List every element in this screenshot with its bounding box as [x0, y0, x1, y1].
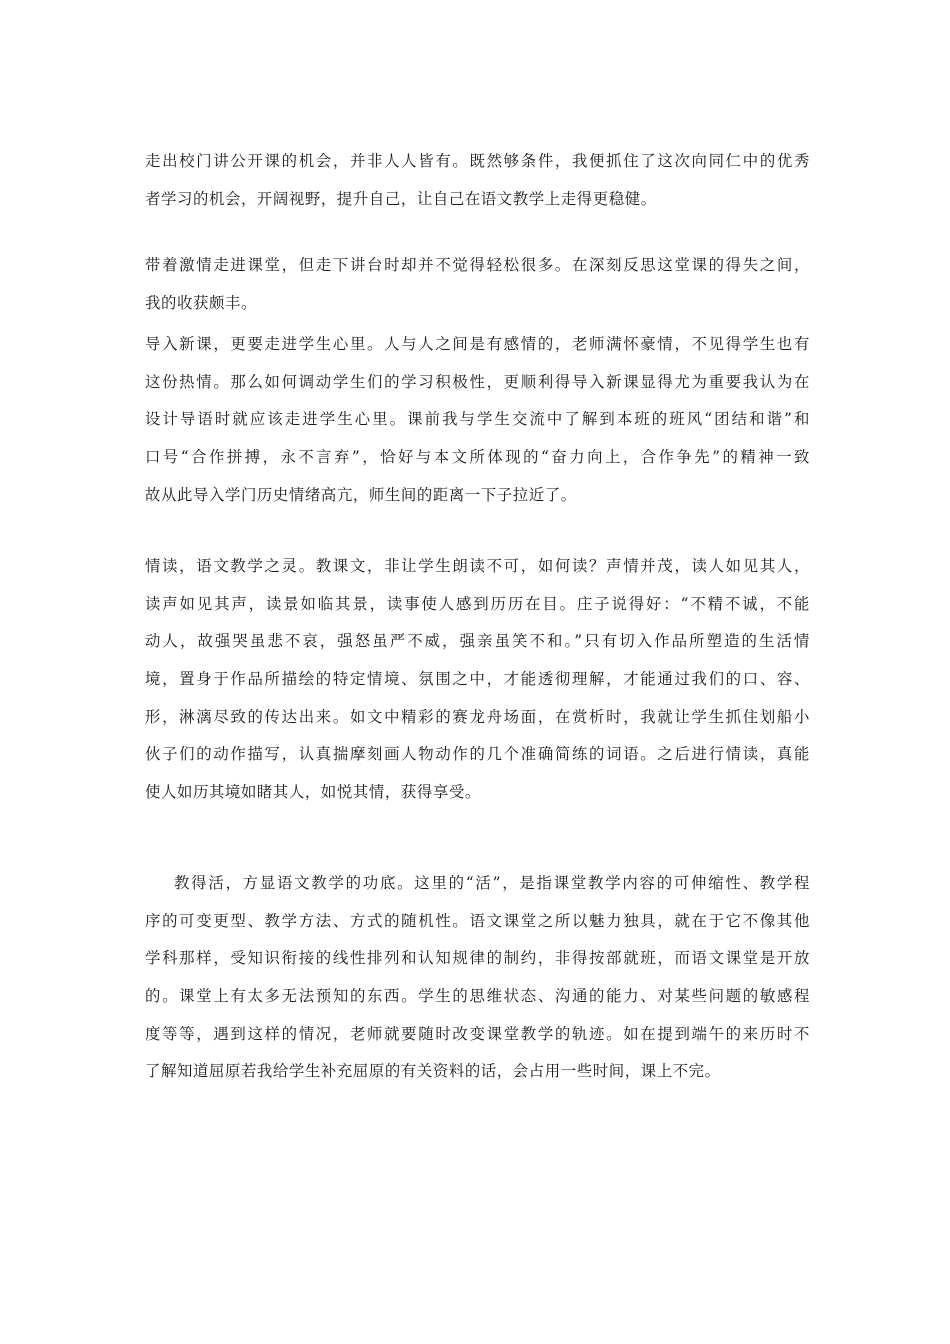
paragraph-line: 读声如见其声，读景如临其景，读事使人感到历历在目。庄子说得好：“不精不诚，不能: [145, 594, 810, 613]
paragraph-line: 度等等，遇到这样的情况，老师就要随时改变课堂教学的轨迹。如在提到端午的来历时不: [145, 1024, 810, 1043]
paragraph-line: 设计导语时就应该走进学生心里。课前我与学生交流中了解到本班的班风“团结和谐”和: [145, 410, 810, 429]
paragraph-line: 故从此导入学门历史情绪高亢，师生间的距离一下子拉近了。: [145, 485, 577, 504]
paragraph-line: 使人如历其境如睹其人，如悦其情，获得享受。: [145, 783, 481, 802]
paragraph-line: 导入新课，更要走进学生心里。人与人之间是有感情的，老师满怀豪情，不见得学生也有: [145, 335, 810, 353]
paragraph-line: 我的收获颇丰。: [145, 293, 257, 312]
paragraph-line: 情读，语文教学之灵。教课文，非让学生朗读不可，如何读？声情并茂，读人如见其人，: [145, 557, 810, 575]
paragraph-line: 这份热情。那么如何调动学生们的学习积极性，更顺利得导入新课显得尤为重要我认为在: [145, 372, 810, 391]
paragraph-line: 者学习的机会，开阔视野，提升自己，让自己在语文教学上走得更稳健。: [145, 189, 657, 208]
paragraph-public-lesson-opportunity: [145, 143, 810, 218]
paragraph-line: 形，淋漓尽致的传达出来。如文中精彩的赛龙舟场面，在赏析时，我就让学生抓住划船小: [145, 707, 810, 726]
paragraph-line: 伙子们的动作描写，认真揣摩刻画人物动作的几个准确简练的词语。之后进行情读，真能: [145, 745, 810, 764]
paragraph-line: 序的可变更型、教学方法、方式的随机性。语文课堂之所以魅力独具，就在于它不像其他: [145, 911, 810, 930]
paragraph-emotional-reading: [145, 548, 810, 812]
paragraph-line: 口号“合作拼搏，永不言弃”，恰好与本文所体现的“奋力向上，合作争先”的精神一致: [145, 448, 810, 467]
paragraph-lesson-introduction: [145, 326, 810, 514]
paragraph-line: 走出校门讲公开课的机会，并非人人皆有。既然够条件，我便抓住了这次向同仁中的优秀: [145, 152, 810, 170]
paragraph-line: 带着激情走进课堂，但走下讲台时却并不觉得轻松很多。在深刻反思这堂课的得失之间，: [145, 256, 810, 274]
paragraph-line: 的。课堂上有太多无法预知的东西。学生的思维状态、沟通的能力、对某些问题的敏感程: [145, 987, 810, 1006]
paragraph-line: 了解知道屈原若我给学生补充屈原的有关资料的话，会占用一些时间，课上不完。: [145, 1062, 721, 1081]
paragraph-line: 动人，故强哭虽悲不哀，强怒虽严不威，强亲虽笑不和。”只有切入作品所塑造的生活情: [145, 632, 810, 651]
paragraph-line: 境，置身于作品所描绘的特定情境、氛围之中，才能透彻理解，才能通过我们的口、容、: [145, 670, 810, 689]
paragraph-reflection: [145, 247, 810, 322]
paragraph-line: 学科那样，受知识衔接的线性排列和认知规律的制约，非得按部就班，而语文课堂是开放: [145, 949, 810, 968]
paragraph-flexible-teaching: [145, 865, 810, 1091]
paragraph-line: 教得活，方显语文教学的功底。这里的“活”，是指课堂教学内容的可伸缩性、教学程: [174, 874, 810, 892]
